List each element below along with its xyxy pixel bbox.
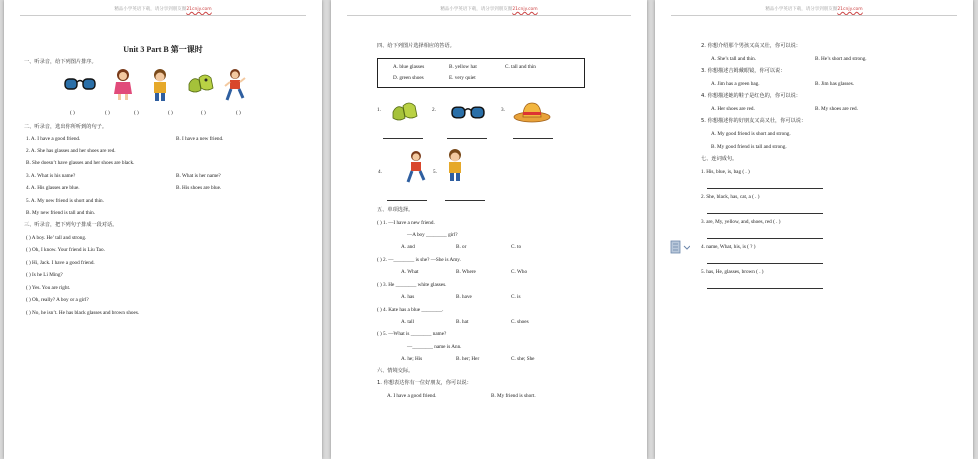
situation-question: 1. 你想表达你有一位好朋友，你可以说：: [377, 380, 472, 386]
situation-question: 4. 你想描述她的鞋子是红色的，你可以说：: [701, 93, 801, 99]
situation-option: B. My friend is short.: [491, 393, 536, 399]
answer-line[interactable]: [387, 200, 427, 201]
option-b: B. yellow hat: [449, 64, 477, 70]
question-line: 5. A. My new friend is short and thin.: [26, 198, 104, 204]
mc-question: ( ) 5. —What is ________ name?: [377, 331, 447, 337]
picture-number: 5.: [433, 169, 437, 175]
mc-option: A. and: [401, 244, 415, 250]
options-box: [377, 58, 585, 88]
order-blank-4[interactable]: ( ): [168, 110, 173, 116]
answer-line[interactable]: [513, 138, 553, 139]
word-order-question: 2. She, black, has, cat, a ( . ): [701, 194, 760, 200]
mc-question: ( ) 2. —________ is she? —She is Amy.: [377, 257, 461, 263]
mc-option: B. have: [456, 294, 472, 300]
section-4-heading: 四、给下列图片选择相应的答语。: [377, 43, 455, 49]
section-7-heading: 七、连词成句。: [701, 156, 738, 162]
section-3-heading: 三、听录音，把下列句子排成一段对话。: [24, 222, 118, 228]
mc-option: C. to: [511, 244, 522, 250]
word-order-question: 4. name, What, his, is ( ? ): [701, 244, 756, 250]
section-5-heading: 五、单项选择。: [377, 207, 414, 213]
question-option: B. I have a new friend.: [176, 136, 224, 142]
mc-option: A. he; His: [401, 356, 423, 362]
question-line: B. My new friend is tall and thin.: [26, 210, 96, 216]
answer-line[interactable]: [707, 238, 823, 239]
running-boy-picture: [405, 150, 427, 184]
answer-line[interactable]: [383, 138, 423, 139]
word-order-question: 5. has, He, glasses, brown ( . ): [701, 269, 764, 275]
situation-option: B. He’s short and strong.: [815, 56, 867, 62]
option-e: E. very quiet: [449, 75, 476, 81]
mc-question-cont: —A boy ________ girl?: [407, 232, 458, 238]
running-boy-picture: [224, 68, 246, 102]
header-rule: [20, 15, 306, 16]
boy-picture: [445, 148, 465, 182]
situation-option: B. Jim has glasses.: [815, 81, 855, 87]
header-rule: [671, 15, 957, 16]
option-c: C. tall and thin: [505, 64, 536, 70]
answer-line[interactable]: [447, 138, 487, 139]
page-header: 精品小学英语下载，请分享到朋友圈21cnjy.com: [765, 7, 863, 12]
question-line: 3. A. What is his name?: [26, 173, 76, 179]
girl-picture: [112, 68, 134, 102]
section-1-heading: 一、听录音，给下列图片排序。: [24, 59, 97, 65]
situation-option: A. I have a good friend.: [387, 393, 437, 399]
document-page-1: [4, 0, 322, 459]
order-blank-2[interactable]: ( ): [105, 110, 110, 116]
mc-option: B. hat: [456, 319, 469, 325]
order-blank-1[interactable]: ( ): [70, 110, 75, 116]
mc-option: C. is: [511, 294, 521, 300]
mc-question: ( ) 1. —I have a new friend.: [377, 220, 435, 226]
boy-picture: [150, 68, 170, 102]
question-line: B. She doesn’t have glasses and her shoes are black.: [26, 160, 135, 166]
shoes-picture: [187, 72, 215, 98]
dialog-line: ( ) Oh, really? A boy or a girl?: [26, 297, 89, 303]
situation-question: 2. 你想介绍那个男孩又高又壮，你可以说：: [701, 43, 801, 49]
situation-option: A. My good friend is short and strong.: [711, 131, 791, 137]
mc-option: B. Where: [456, 269, 476, 275]
situation-option: B. My good friend is tall and strong.: [711, 144, 787, 150]
hat-picture: [513, 100, 551, 124]
page-title: Unit 3 Part B 第一课时: [123, 45, 203, 54]
picture-number: 4.: [378, 169, 382, 175]
word-order-question: 3. are, My, yellow, and, shoes, red ( . ): [701, 219, 781, 225]
mc-option: C. Who: [511, 269, 528, 275]
header-rule: [347, 15, 631, 16]
mc-question: ( ) 4. Kate has a blue ________.: [377, 307, 444, 313]
document-comment-icon[interactable]: [670, 240, 690, 254]
situation-question: 3. 你想描述吉姆戴眼镜，你可以说：: [701, 68, 786, 74]
mc-option: C. she; She: [511, 356, 535, 362]
word-order-question: 1. His, blue, is, bag ( . ): [701, 169, 750, 175]
document-page-3: [655, 0, 973, 459]
page-header: 精品小学英语下载，请分享到朋友圈21cnjy.com: [440, 7, 538, 12]
situation-option: A. Jim has a green bag.: [711, 81, 760, 87]
dialog-line: ( ) No, he isn’t. He has black glasses and brown shoes.: [26, 310, 140, 316]
situation-question: 5. 你想描述你的好朋友又高又壮，你可以说：: [701, 118, 807, 124]
dialog-line: ( ) Is he Li Ming?: [26, 272, 63, 278]
order-blank-3[interactable]: ( ): [134, 110, 139, 116]
answer-line[interactable]: [707, 213, 823, 214]
mc-option: B. her; Her: [456, 356, 480, 362]
mc-option: A. has: [401, 294, 415, 300]
option-d: D. green shoes: [393, 75, 424, 81]
mc-question-cont: —________ name is Ann.: [407, 344, 462, 350]
dialog-line: ( ) Hi, Jack. I have a good friend.: [26, 260, 95, 266]
question-line: 2. A. She has glasses and her shoes are red.: [26, 148, 116, 154]
situation-option: B. My shoes are red.: [815, 106, 858, 112]
order-blank-6[interactable]: ( ): [236, 110, 241, 116]
picture-number: 3.: [501, 107, 505, 113]
situation-option: A. She’s tall and thin.: [711, 56, 756, 62]
answer-line[interactable]: [707, 288, 823, 289]
document-page-2: [331, 0, 647, 459]
mc-option: A. tall: [401, 319, 414, 325]
mc-option: A. What: [401, 269, 419, 275]
question-option: B. What is her name?: [176, 173, 221, 179]
question-option: B. His shoes are blue.: [176, 185, 222, 191]
situation-option: A. Her shoes are red.: [711, 106, 755, 112]
answer-line[interactable]: [707, 263, 823, 264]
section-6-heading: 六、情境交际。: [377, 368, 414, 374]
page-header: 精品小学英语下载，请分享到朋友圈21cnjy.com: [114, 7, 212, 12]
question-line: 1. A. I have a good friend.: [26, 136, 81, 142]
shoes-picture: [391, 100, 419, 126]
answer-line[interactable]: [445, 200, 485, 201]
mc-option: C. shoes: [511, 319, 529, 325]
dialog-line: ( ) A boy. He’ tall and strong.: [26, 235, 87, 241]
order-blank-5[interactable]: ( ): [201, 110, 206, 116]
section-2-heading: 二、听录音，选出你所听到的句子。: [24, 124, 108, 130]
question-line: 4. A. His glasses are blue.: [26, 185, 80, 191]
mc-option: B. or: [456, 244, 467, 250]
mc-question: ( ) 3. He ________ white glasses.: [377, 282, 447, 288]
answer-line[interactable]: [707, 188, 823, 189]
dialog-line: ( ) Yes. You are right.: [26, 285, 71, 291]
picture-number: 2.: [432, 107, 436, 113]
picture-number: 1.: [377, 107, 381, 113]
glasses-picture: [64, 76, 96, 92]
dialog-line: ( ) Oh, I know. Your friend is Liu Tao.: [26, 247, 105, 253]
glasses-picture: [449, 104, 487, 121]
option-a: A. blue glasses: [393, 64, 425, 70]
